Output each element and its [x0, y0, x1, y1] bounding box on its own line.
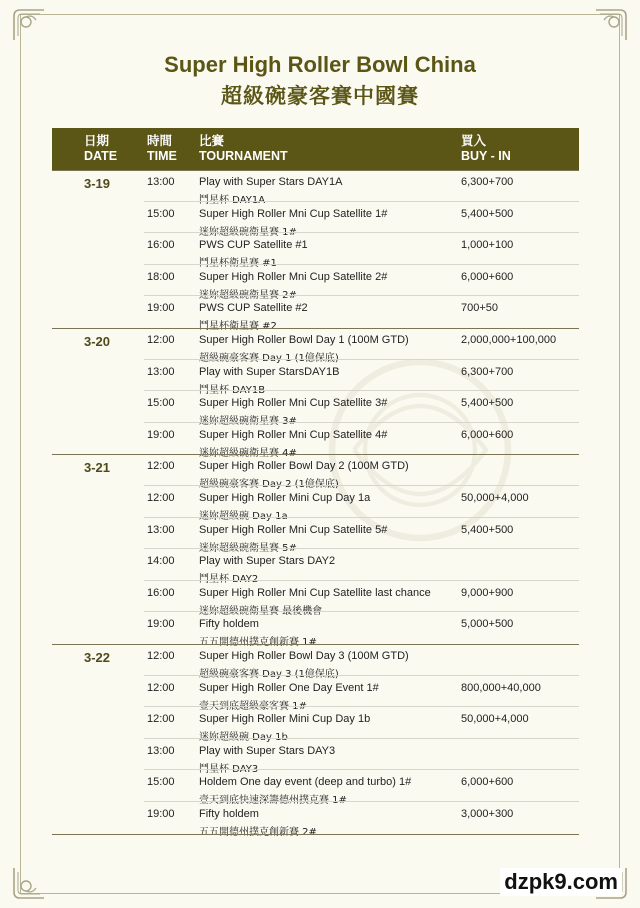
event-name: Play with Super Stars DAY1A [199, 176, 343, 188]
event-time: 19:00 [147, 428, 175, 441]
table-row [52, 233, 579, 270]
event-time: 18:00 [147, 270, 175, 283]
event-name-chinese: 鬥星杯衛星賽 #2 [199, 321, 277, 333]
event-name-chinese: 五五開德州撲克創新賽 2# [199, 827, 317, 838]
event-buyin: 50,000+4,000 [461, 492, 529, 504]
page-title: Super High Roller Bowl China [164, 52, 476, 77]
header-time: 時間 TIME [147, 134, 177, 163]
event-name-chinese: 五五開德州撲克創新賽 1# [199, 637, 317, 649]
table-row [52, 486, 579, 522]
event-buyin: 3,000+300 [461, 808, 514, 820]
table-row [52, 612, 579, 649]
event-time: 15:00 [147, 776, 175, 789]
event-time: 13:00 [147, 744, 175, 757]
corner-ornament-icon [12, 8, 46, 42]
table-row [52, 707, 579, 744]
event-time: 13:00 [147, 523, 175, 536]
event-name: Super High Roller Bowl Day 2 (100M GTD) [199, 460, 409, 473]
event-buyin: 5,400+500 [461, 397, 514, 410]
event-name-chinese: 迷妳超級碗衛星賽 最後機會 [199, 605, 323, 617]
table-row [52, 170, 579, 206]
event-time: 12:00 [147, 650, 175, 662]
event-time: 14:00 [147, 555, 175, 568]
event-name: Super High Roller One Day Event 1# [199, 681, 379, 694]
event-time: 16:00 [147, 586, 175, 599]
table-row [52, 391, 579, 428]
event-time: 13:00 [147, 176, 175, 188]
date-label: 3-20 [84, 334, 111, 349]
event-buyin: 1,000+100 [461, 239, 514, 252]
corner-ornament-icon [12, 866, 46, 900]
event-name: Super High Roller Mni Cup Satellite 5# [199, 523, 388, 536]
event-name-chinese: 迷妳超級碗 Day 1b [199, 732, 288, 744]
event-buyin: 5,400+500 [461, 207, 514, 220]
event-buyin: 6,300+700 [461, 176, 514, 188]
event-time: 19:00 [147, 808, 175, 820]
table-row [52, 328, 579, 364]
table-row [52, 581, 579, 617]
event-buyin: 6,000+600 [461, 428, 514, 441]
event-time: 12:00 [147, 492, 175, 504]
event-buyin: 50,000+4,000 [461, 713, 529, 726]
event-name: Fifty holdem [199, 808, 259, 820]
event-name-chinese: 超級碗豪客賽 Day 2 (1億保底) [199, 479, 339, 491]
date-label: 3-22 [84, 650, 111, 665]
event-name-chinese: 壹天到底快速深籌德州撲克賽 1# [199, 795, 347, 807]
table-row [52, 265, 579, 301]
event-name: Super High Roller Mni Cup Satellite 2# [199, 270, 388, 283]
watermark: dzpk9.com [500, 868, 622, 896]
corner-ornament-icon [594, 8, 628, 42]
event-name: Play with Super StarsDAY1B [199, 365, 340, 378]
header-date: 日期 DATE [84, 134, 118, 163]
event-name-chinese: 迷妳超級碗衛星賽 4# [199, 447, 297, 459]
event-name: Super High Roller Mni Cup Satellite 4# [199, 428, 388, 441]
table-row [52, 770, 579, 807]
event-buyin: 5,000+500 [461, 618, 514, 631]
event-name-chinese: 超級碗豪客賽 Day 1 (1億保底) [199, 353, 339, 364]
event-name-chinese: 迷妳超級碗 Day 1a [199, 511, 288, 522]
table-row [52, 518, 579, 554]
event-name: Play with Super Stars DAY2 [199, 555, 336, 568]
event-name: PWS CUP Satellite #2 [199, 302, 308, 315]
event-buyin: 6,000+600 [461, 270, 514, 283]
table-row [52, 549, 579, 586]
table-row [52, 360, 579, 396]
event-buyin: 700+50 [461, 302, 499, 315]
table-row [52, 423, 579, 459]
table-bottom-border [52, 834, 579, 835]
event-name: Super High Roller Mini Cup Day 1a [199, 492, 371, 504]
table-row [52, 676, 579, 712]
event-name-chinese: 迷妳超級碗衛星賽 5# [199, 542, 297, 554]
event-buyin: 800,000+40,000 [461, 681, 541, 694]
table-row [52, 802, 579, 838]
event-name: Super High Roller Mini Cup Day 1b [199, 713, 371, 726]
event-name-chinese: 超級碗豪客賽 Day 3 (1億保底) [199, 669, 339, 680]
event-buyin: 9,000+900 [461, 586, 514, 599]
header-buyin: 買入 BUY - IN [461, 134, 511, 163]
page-title-chinese: 超級碗豪客賽中國賽 [221, 84, 419, 108]
event-time: 19:00 [147, 302, 175, 315]
event-name: Super High Roller Mni Cup Satellite 3# [199, 397, 388, 410]
table-row [52, 454, 579, 491]
event-time: 15:00 [147, 207, 175, 220]
event-name-chinese: 鬥星杯衛星賽 #1 [199, 258, 277, 270]
event-time: 19:00 [147, 618, 175, 631]
event-name-chinese: 鬥星杯 DAY1A [199, 195, 266, 206]
event-time: 16:00 [147, 239, 175, 252]
event-time: 12:00 [147, 681, 175, 694]
event-name: Super High Roller Bowl Day 3 (100M GTD) [199, 650, 409, 662]
event-name-chinese: 迷妳超級碗衛星賽 3# [199, 416, 297, 428]
header-tournament: 比賽 TOURNAMENT [199, 134, 288, 163]
event-time: 12:00 [147, 334, 175, 346]
date-label: 3-21 [84, 460, 111, 476]
table-row [52, 202, 579, 238]
event-name: Fifty holdem [199, 618, 259, 631]
table-row [52, 739, 579, 775]
event-name-chinese: 鬥星杯 DAY3 [199, 763, 259, 775]
event-time: 15:00 [147, 397, 175, 410]
table-row [52, 296, 579, 333]
event-name-chinese: 鬥星杯 DAY2 [199, 574, 259, 586]
event-name: Super High Roller Mni Cup Satellite last chance [199, 586, 431, 599]
event-time: 13:00 [147, 365, 175, 378]
event-name-chinese: 壹天到底超級豪客賽 1# [199, 700, 307, 712]
event-name: PWS CUP Satellite #1 [199, 239, 308, 252]
event-name: Holdem One day event (deep and turbo) 1# [199, 776, 412, 789]
event-buyin: 5,400+500 [461, 523, 514, 536]
event-time: 12:00 [147, 460, 175, 473]
date-label: 3-19 [84, 176, 111, 191]
event-name: Super High Roller Bowl Day 1 (100M GTD) [199, 334, 409, 346]
event-buyin: 6,000+600 [461, 776, 514, 789]
event-name-chinese: 迷妳超級碗衛星賽 1# [199, 226, 297, 238]
event-name: Super High Roller Mni Cup Satellite 1# [199, 207, 388, 220]
event-name: Play with Super Stars DAY3 [199, 744, 336, 757]
table-header [52, 128, 579, 170]
event-time: 12:00 [147, 713, 175, 726]
event-name-chinese: 迷妳超級碗衛星賽 2# [199, 289, 297, 301]
table-row [52, 644, 579, 680]
event-name-chinese: 鬥星杯 DAY1B [199, 384, 266, 396]
event-buyin: 2,000,000+100,000 [461, 334, 557, 346]
event-buyin: 6,300+700 [461, 365, 514, 378]
